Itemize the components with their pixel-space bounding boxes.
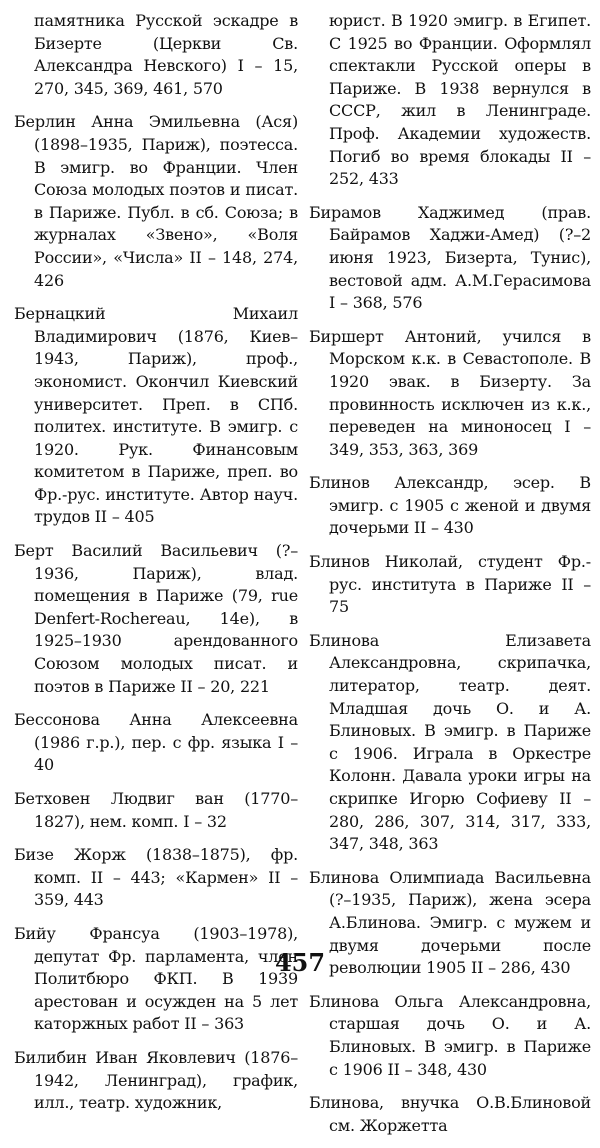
index-entry: Бийу Франсуа (1903–1978), депутат Фр. парламента, член Политбюро ФКП. В 1939 арестован и осужден на 5 лет каторжных работ II – 363 (14, 923, 298, 1034)
index-entry: Берт Василий Васильевич (?–1936, Париж), влад. помещения в Париже (79, rue Denfert-Rochereau, 14e), в 1925–1930 арендованного Союзом молодых писат. и поэтов в Париже II – 20, 221 (14, 541, 298, 696)
index-entry: Билибин Иван Яковлевич (1876–1942, Ленинград), график, илл., театр. художник, (14, 1047, 298, 1113)
index-entry: Блинов Александр, эсер. В эмигр. с 1905 с женой и двумя дочерьми II – 430 (309, 473, 591, 538)
index-entry: Биршерт Антоний, учился в Морском к.к. в Севастополе. В 1920 эвак. в Бизерту. За провинность исключен из к.к., переведен на миноносец I – 349, 353, 363, 369 (309, 326, 591, 459)
index-entry: юрист. В 1920 эмигр. в Египет. С 1925 во Франции. Оформлял спектакли Русской оперы в Париже. В 1938 вернулся в СССР, жил в Ленинграде. Проф. Академии художеств. Погиб во время блокады II – 252, 433 (329, 11, 591, 189)
index-entry: Блинова Елизавета Александровна, скрипачка, литератор, театр. деят. Младшая дочь О. и А. Блиновых. В эмигр. в Париже с 1906. Играла в Оркестре Колонн. Давала уроки игры на скрипке Игорю Софиеву II – 280, 286, 307, 314, 317, 333, 347, 348, 363 (309, 630, 591, 854)
index-entry: Блинова Ольга Александровна, старшая дочь О. и А. Блиновых. В эмигр. в Париже с 1906 II – 348, 430 (309, 991, 591, 1079)
index-entry: Бизе Жорж (1838–1875), фр. комп. II – 443; «Кармен» II – 359, 443 (14, 845, 298, 910)
page-number: 457 (274, 948, 326, 977)
index-entry: Блинова, внучка О.В.Блиновой см. Жоржетта (309, 1093, 591, 1135)
index-entry: Бирамов Хаджимед (прав. Байрамов Хаджи-Амед) (?–2 июня 1923, Бизерта, Тунис), вестовой адм. А.М.Герасимова I – 368, 576 (309, 202, 591, 313)
index-entry: памятника Русской эскадре в Бизерте (Церкви Св. Александра Невского) I – 15, 270, 345, 369, 461, 570 (34, 11, 298, 98)
index-entry: Блинова Олимпиада Васильевна (?–1935, Париж), жена эсера А.Блинова. Эмигр. с мужем и двумя дочерьми после революции 1905 II – 286, 430 (309, 867, 591, 978)
index-entry: Берлин Анна Эмильевна (Ася) (1898–1935, Париж), поэтесса. В эмигр. во Франции. Член Союза молодых поэтов и писат. в Париже. Публ. в сб. Союза; в журналах «Звено», «Воля России», «Числа» II – 148, 274, 426 (14, 112, 298, 290)
right-column (309, 10, 591, 1148)
index-entry: Бетховен Людвиг ван (1770–1827), нем. комп. I – 32 (14, 789, 298, 831)
index-entry: Бессонова Анна Алексеевна (1986 г.р.), пер. с фр. языка I – 40 (14, 710, 298, 775)
index-entry: Блинов Николай, студент Фр.-рус. института в Париже II – 75 (309, 552, 591, 617)
index-entry: Бернацкий Михаил Владимирович (1876, Киев–1943, Париж), проф., экономист. Окончил Киевский университет. Преп. в СПб. политех. институте. В эмигр. с 1920. Рук. Финансовым комитетом в Париже, преп. во Фр.-рус. институте. Автор науч. трудов II – 405 (14, 304, 298, 527)
